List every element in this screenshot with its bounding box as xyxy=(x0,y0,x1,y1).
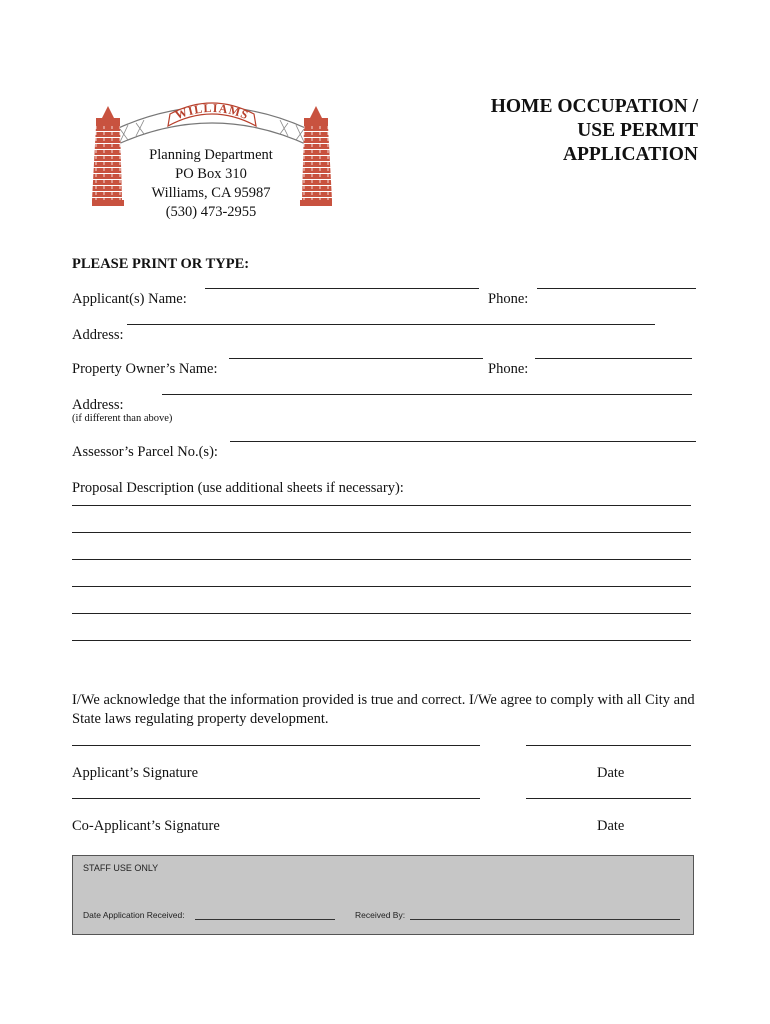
coapplicant-date-label: Date xyxy=(597,818,625,834)
acknowledgement-text: I/We acknowledge that the information provided is true and correct. I/We agree to comply with all City and State laws regulating property development. xyxy=(72,692,695,727)
department-city: Williams, CA 95987 xyxy=(151,185,271,201)
document-title xyxy=(418,95,698,167)
proposal-line-2[interactable] xyxy=(72,532,691,533)
applicant-name-label: Applicant(s) Name: xyxy=(72,291,187,307)
applicant-phone-field[interactable] xyxy=(537,288,696,289)
proposal-line-5[interactable] xyxy=(72,613,691,614)
title-line-1: HOME OCCUPATION / xyxy=(490,96,698,117)
date-received-label: Date Application Received: xyxy=(83,910,185,920)
proposal-label: Proposal Description (use additional sheets if necessary): xyxy=(72,480,404,496)
coapplicant-date-field[interactable] xyxy=(526,798,691,799)
applicant-date-field[interactable] xyxy=(526,745,691,746)
applicant-address-label: Address: xyxy=(72,327,124,343)
department-po-box: PO Box 310 xyxy=(175,166,247,182)
parcel-field[interactable] xyxy=(230,441,696,442)
logo-text: WILLIAMS xyxy=(173,100,251,123)
received-by-label: Received By: xyxy=(355,910,406,920)
owner-address-field[interactable] xyxy=(162,394,692,395)
owner-phone-label: Phone: xyxy=(488,361,529,377)
applicant-name-field[interactable] xyxy=(205,288,479,289)
owner-address-label: Address: xyxy=(72,397,124,413)
applicant-date-label: Date xyxy=(597,765,625,781)
coapplicant-signature-field[interactable] xyxy=(72,798,480,799)
proposal-line-3[interactable] xyxy=(72,559,691,560)
department-phone: (530) 473-2955 xyxy=(165,204,257,220)
applicant-signature-field[interactable] xyxy=(72,745,480,746)
coapplicant-signature-label: Co-Applicant’s Signature xyxy=(72,818,220,834)
owner-phone-field[interactable] xyxy=(535,358,692,359)
applicant-phone-label: Phone: xyxy=(488,291,529,307)
title-line-3: APPLICATION xyxy=(562,144,698,165)
received-by-field[interactable] xyxy=(410,919,680,920)
owner-name-field[interactable] xyxy=(229,358,483,359)
owner-address-note: (if different than above) xyxy=(72,413,173,424)
applicant-address-field[interactable] xyxy=(127,324,655,325)
proposal-line-4[interactable] xyxy=(72,586,691,587)
date-received-field[interactable] xyxy=(195,919,335,920)
owner-name-label: Property Owner’s Name: xyxy=(72,361,218,377)
parcel-label: Assessor’s Parcel No.(s): xyxy=(72,444,218,460)
print-instruction: PLEASE PRINT OR TYPE: xyxy=(72,256,250,272)
applicant-signature-label: Applicant’s Signature xyxy=(72,765,199,781)
staff-use-box xyxy=(72,855,694,935)
title-line-2: USE PERMIT xyxy=(577,120,698,141)
staff-use-title: STAFF USE ONLY xyxy=(83,863,159,873)
proposal-line-1[interactable] xyxy=(72,505,691,506)
department-name: Planning Department xyxy=(149,147,273,163)
department-address xyxy=(130,146,292,222)
proposal-line-6[interactable] xyxy=(72,640,691,641)
